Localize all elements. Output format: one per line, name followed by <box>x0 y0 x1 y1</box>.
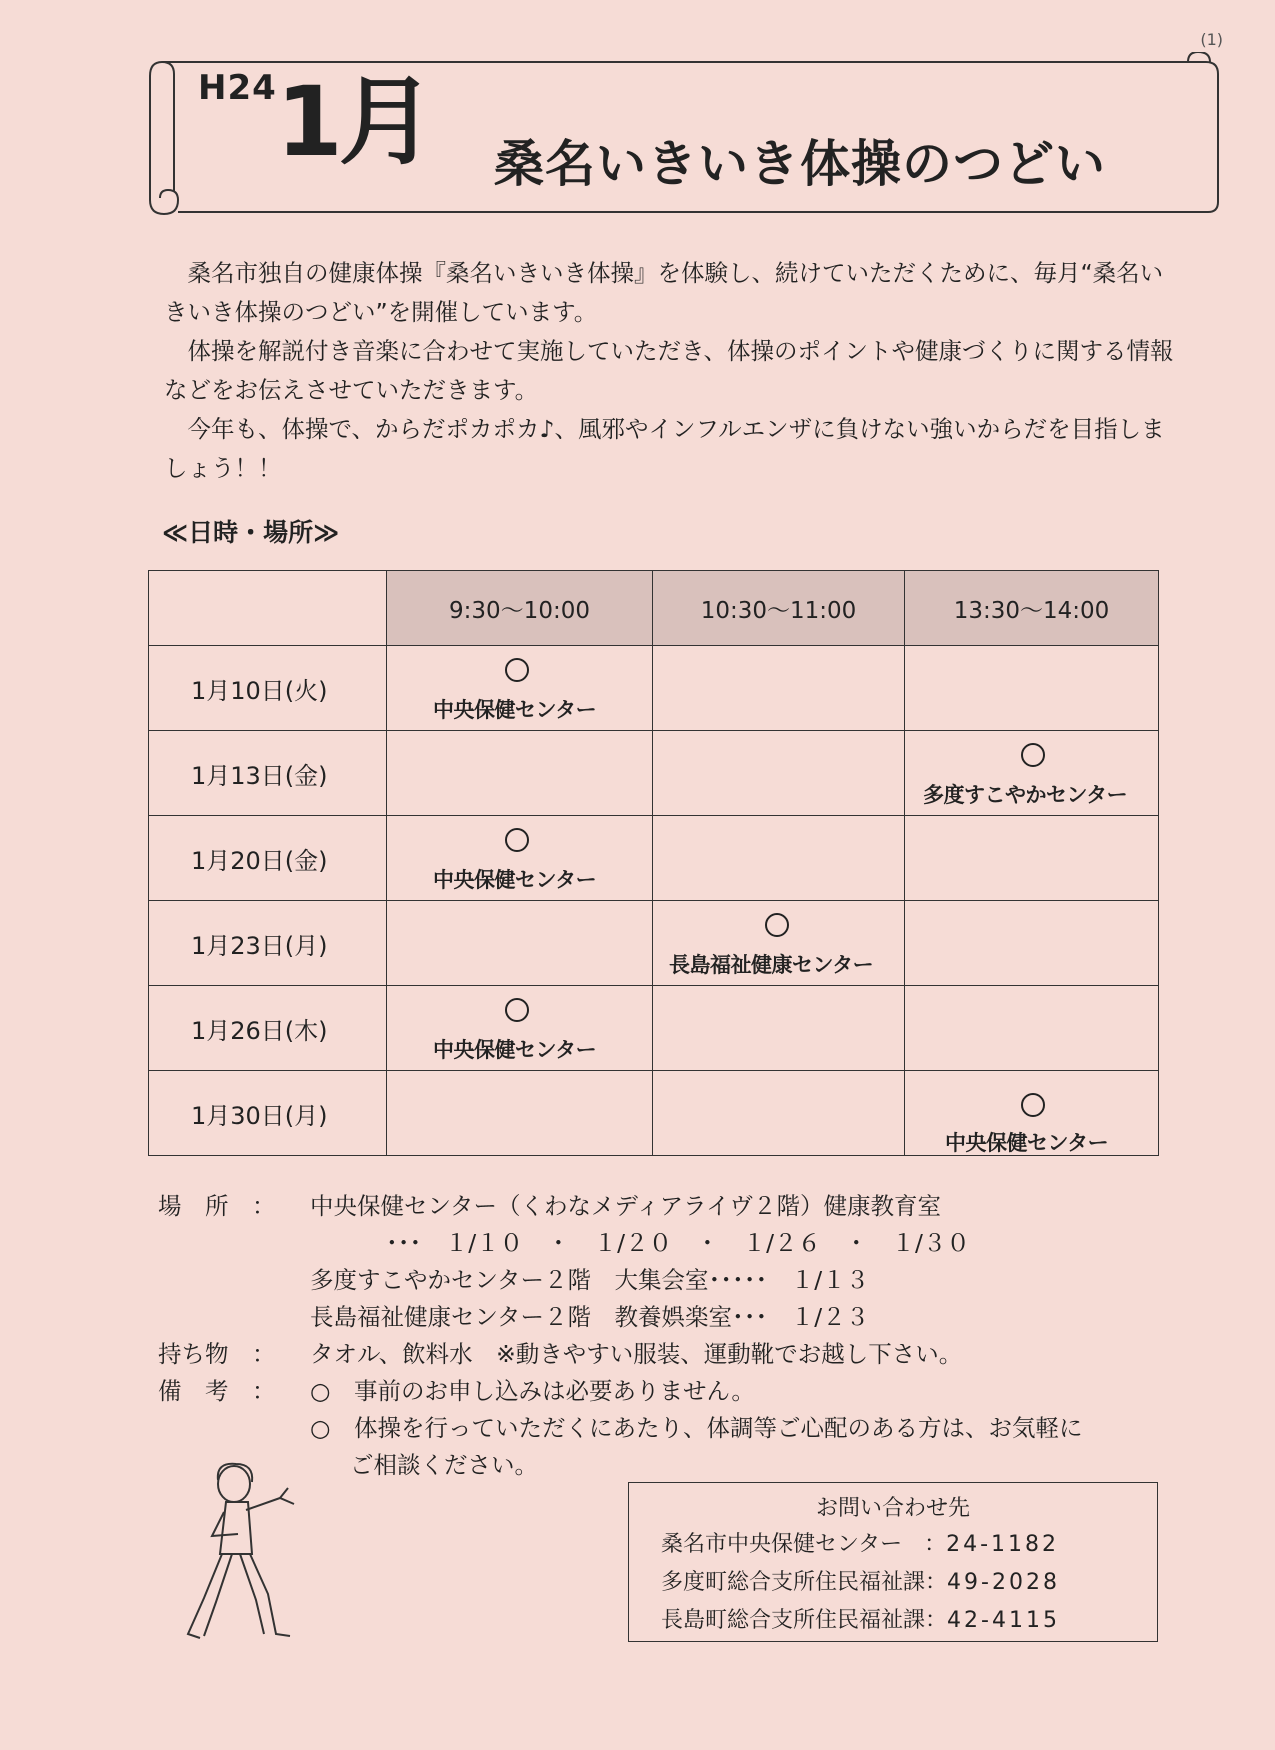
contact-number: 24-1182 <box>946 1532 1060 1557</box>
place-line: 多度すこやかセンター２階 大集会室･････ １/１３ <box>310 1266 870 1294</box>
place-line: 中央保健センター（くわなメディアライヴ２階）健康教育室 <box>310 1192 941 1220</box>
slot-content <box>387 646 652 730</box>
place-line: ･･･ １/１０ ・ １/２０ ・ １/２６ ・ １/３０ <box>386 1229 970 1257</box>
slot-cell <box>653 816 905 901</box>
intro-paragraph: 桑名市独自の健康体操『桑名いきいき体操』を体験し、続けていただくために、毎月“桑名いきいき体操のつどい”を開催しています。 <box>164 259 1164 326</box>
slot-cell <box>653 646 905 731</box>
venue-label: 長島福祉健康センター <box>669 953 874 977</box>
time-header: 10:30～11:00 <box>653 571 905 646</box>
venue-label: 中央保健センター <box>433 868 597 892</box>
slot-cell <box>905 1071 1159 1156</box>
intro-paragraph: 体操を解説付き音楽に合わせて実施していただき、体操のポイントや健康づくりに関する情報などをお伝えさせていただきます。 <box>164 337 1174 404</box>
table-row <box>149 901 1159 986</box>
slot-cell <box>387 986 653 1071</box>
contact-name: 桑名市中央保健センター ： <box>661 1532 947 1557</box>
venue-label: 中央保健センター <box>433 698 597 722</box>
venue-label: 多度すこやかセンター <box>923 783 1128 807</box>
slot-content <box>905 1071 1158 1155</box>
venue-label: 中央保健センター <box>433 1038 597 1062</box>
slot-content <box>387 1071 652 1155</box>
date-cell: 1月13日(金) <box>149 731 387 816</box>
intro-text <box>164 254 1184 488</box>
date-cell: 1月26日(木) <box>149 986 387 1071</box>
schedule-table <box>148 570 1159 1156</box>
contact-title: お問い合わせ先 <box>815 1496 970 1521</box>
slot-content <box>653 1071 904 1155</box>
intro-paragraph: 今年も、体操で、からだポカポカ♪、風邪やインフルエンザに負けない強いからだを目指しましょう！！ <box>164 415 1165 482</box>
time-header: 13:30～14:00 <box>905 571 1159 646</box>
slot-cell <box>905 986 1159 1071</box>
notes-label: 備 考 ： <box>158 1377 276 1405</box>
schedule-heading: ≪日時・場所≫ <box>162 518 340 547</box>
slot-cell <box>653 731 905 816</box>
table-row <box>149 646 1159 731</box>
slot-content <box>387 901 652 985</box>
date-cell: 1月23日(月) <box>149 901 387 986</box>
time-header: 9:30～10:00 <box>387 571 653 646</box>
slot-content <box>905 731 1158 815</box>
slot-cell <box>387 901 653 986</box>
table-row <box>149 1071 1159 1156</box>
table-row <box>149 731 1159 816</box>
slot-content <box>905 646 1158 730</box>
contact-box <box>628 1482 1158 1642</box>
contact-line <box>661 1603 1060 1634</box>
contact-number: 49-2028 <box>947 1570 1060 1595</box>
contact-number: 42-4115 <box>947 1608 1060 1633</box>
slot-content <box>653 901 904 985</box>
title-banner <box>148 52 1220 214</box>
corner-cell <box>149 571 387 646</box>
slot-cell <box>653 986 905 1071</box>
slot-cell <box>905 816 1159 901</box>
slot-cell <box>905 901 1159 986</box>
slot-content <box>653 646 904 730</box>
contact-line <box>661 1565 1060 1596</box>
slot-cell <box>387 1071 653 1156</box>
attendance-mark-icon <box>505 658 529 682</box>
era-label: H24 <box>198 68 277 108</box>
slot-content <box>905 816 1158 900</box>
slot-cell <box>653 901 905 986</box>
slot-content <box>653 986 904 1070</box>
contact-name: 長島町総合支所住民福祉課： <box>661 1608 948 1633</box>
place-label: 場 所 ： <box>158 1192 276 1220</box>
note-line: ご相談ください。 <box>350 1451 538 1479</box>
slot-content <box>387 731 652 815</box>
attendance-mark-icon <box>1021 743 1045 767</box>
page-number: (1) <box>1200 30 1223 49</box>
slot-content <box>653 731 904 815</box>
date-cell: 1月30日(月) <box>149 1071 387 1156</box>
slot-cell <box>653 1071 905 1156</box>
table-row <box>149 986 1159 1071</box>
venue-label: 中央保健センター <box>945 1131 1109 1155</box>
slot-cell <box>387 731 653 816</box>
slot-content <box>653 816 904 900</box>
note-line: ○ 事前のお申し込みは必要ありません。 <box>310 1377 755 1405</box>
slot-content <box>387 986 652 1070</box>
table-row <box>149 816 1159 901</box>
slot-content <box>387 816 652 900</box>
items-text: タオル、飲料水 ※動きやすい服装、運動靴でお越し下さい。 <box>310 1340 963 1368</box>
slot-cell <box>387 816 653 901</box>
slot-cell <box>905 646 1159 731</box>
page-title: 桑名いきいき体操のつどい <box>494 135 1106 193</box>
exercising-person-icon <box>176 1458 316 1648</box>
place-line: 長島福祉健康センター２階 教養娯楽室･･･ １/２３ <box>310 1303 870 1331</box>
table-header-row <box>149 571 1159 646</box>
attendance-mark-icon <box>1021 1093 1045 1117</box>
slot-cell <box>905 731 1159 816</box>
date-cell: 1月20日(金) <box>149 816 387 901</box>
note-line: ○ 体操を行っていただくにあたり、体調等ご心配のある方は、お気軽に <box>310 1414 1083 1442</box>
slot-content <box>905 986 1158 1070</box>
attendance-mark-icon <box>765 913 789 937</box>
slot-content <box>905 901 1158 985</box>
items-label: 持ち物 ： <box>158 1340 276 1368</box>
contact-line <box>661 1527 1059 1558</box>
month-label: 1月 <box>276 66 431 178</box>
date-cell: 1月10日(火) <box>149 646 387 731</box>
slot-cell <box>387 646 653 731</box>
attendance-mark-icon <box>505 828 529 852</box>
contact-name: 多度町総合支所住民福祉課： <box>661 1570 948 1595</box>
attendance-mark-icon <box>505 998 529 1022</box>
